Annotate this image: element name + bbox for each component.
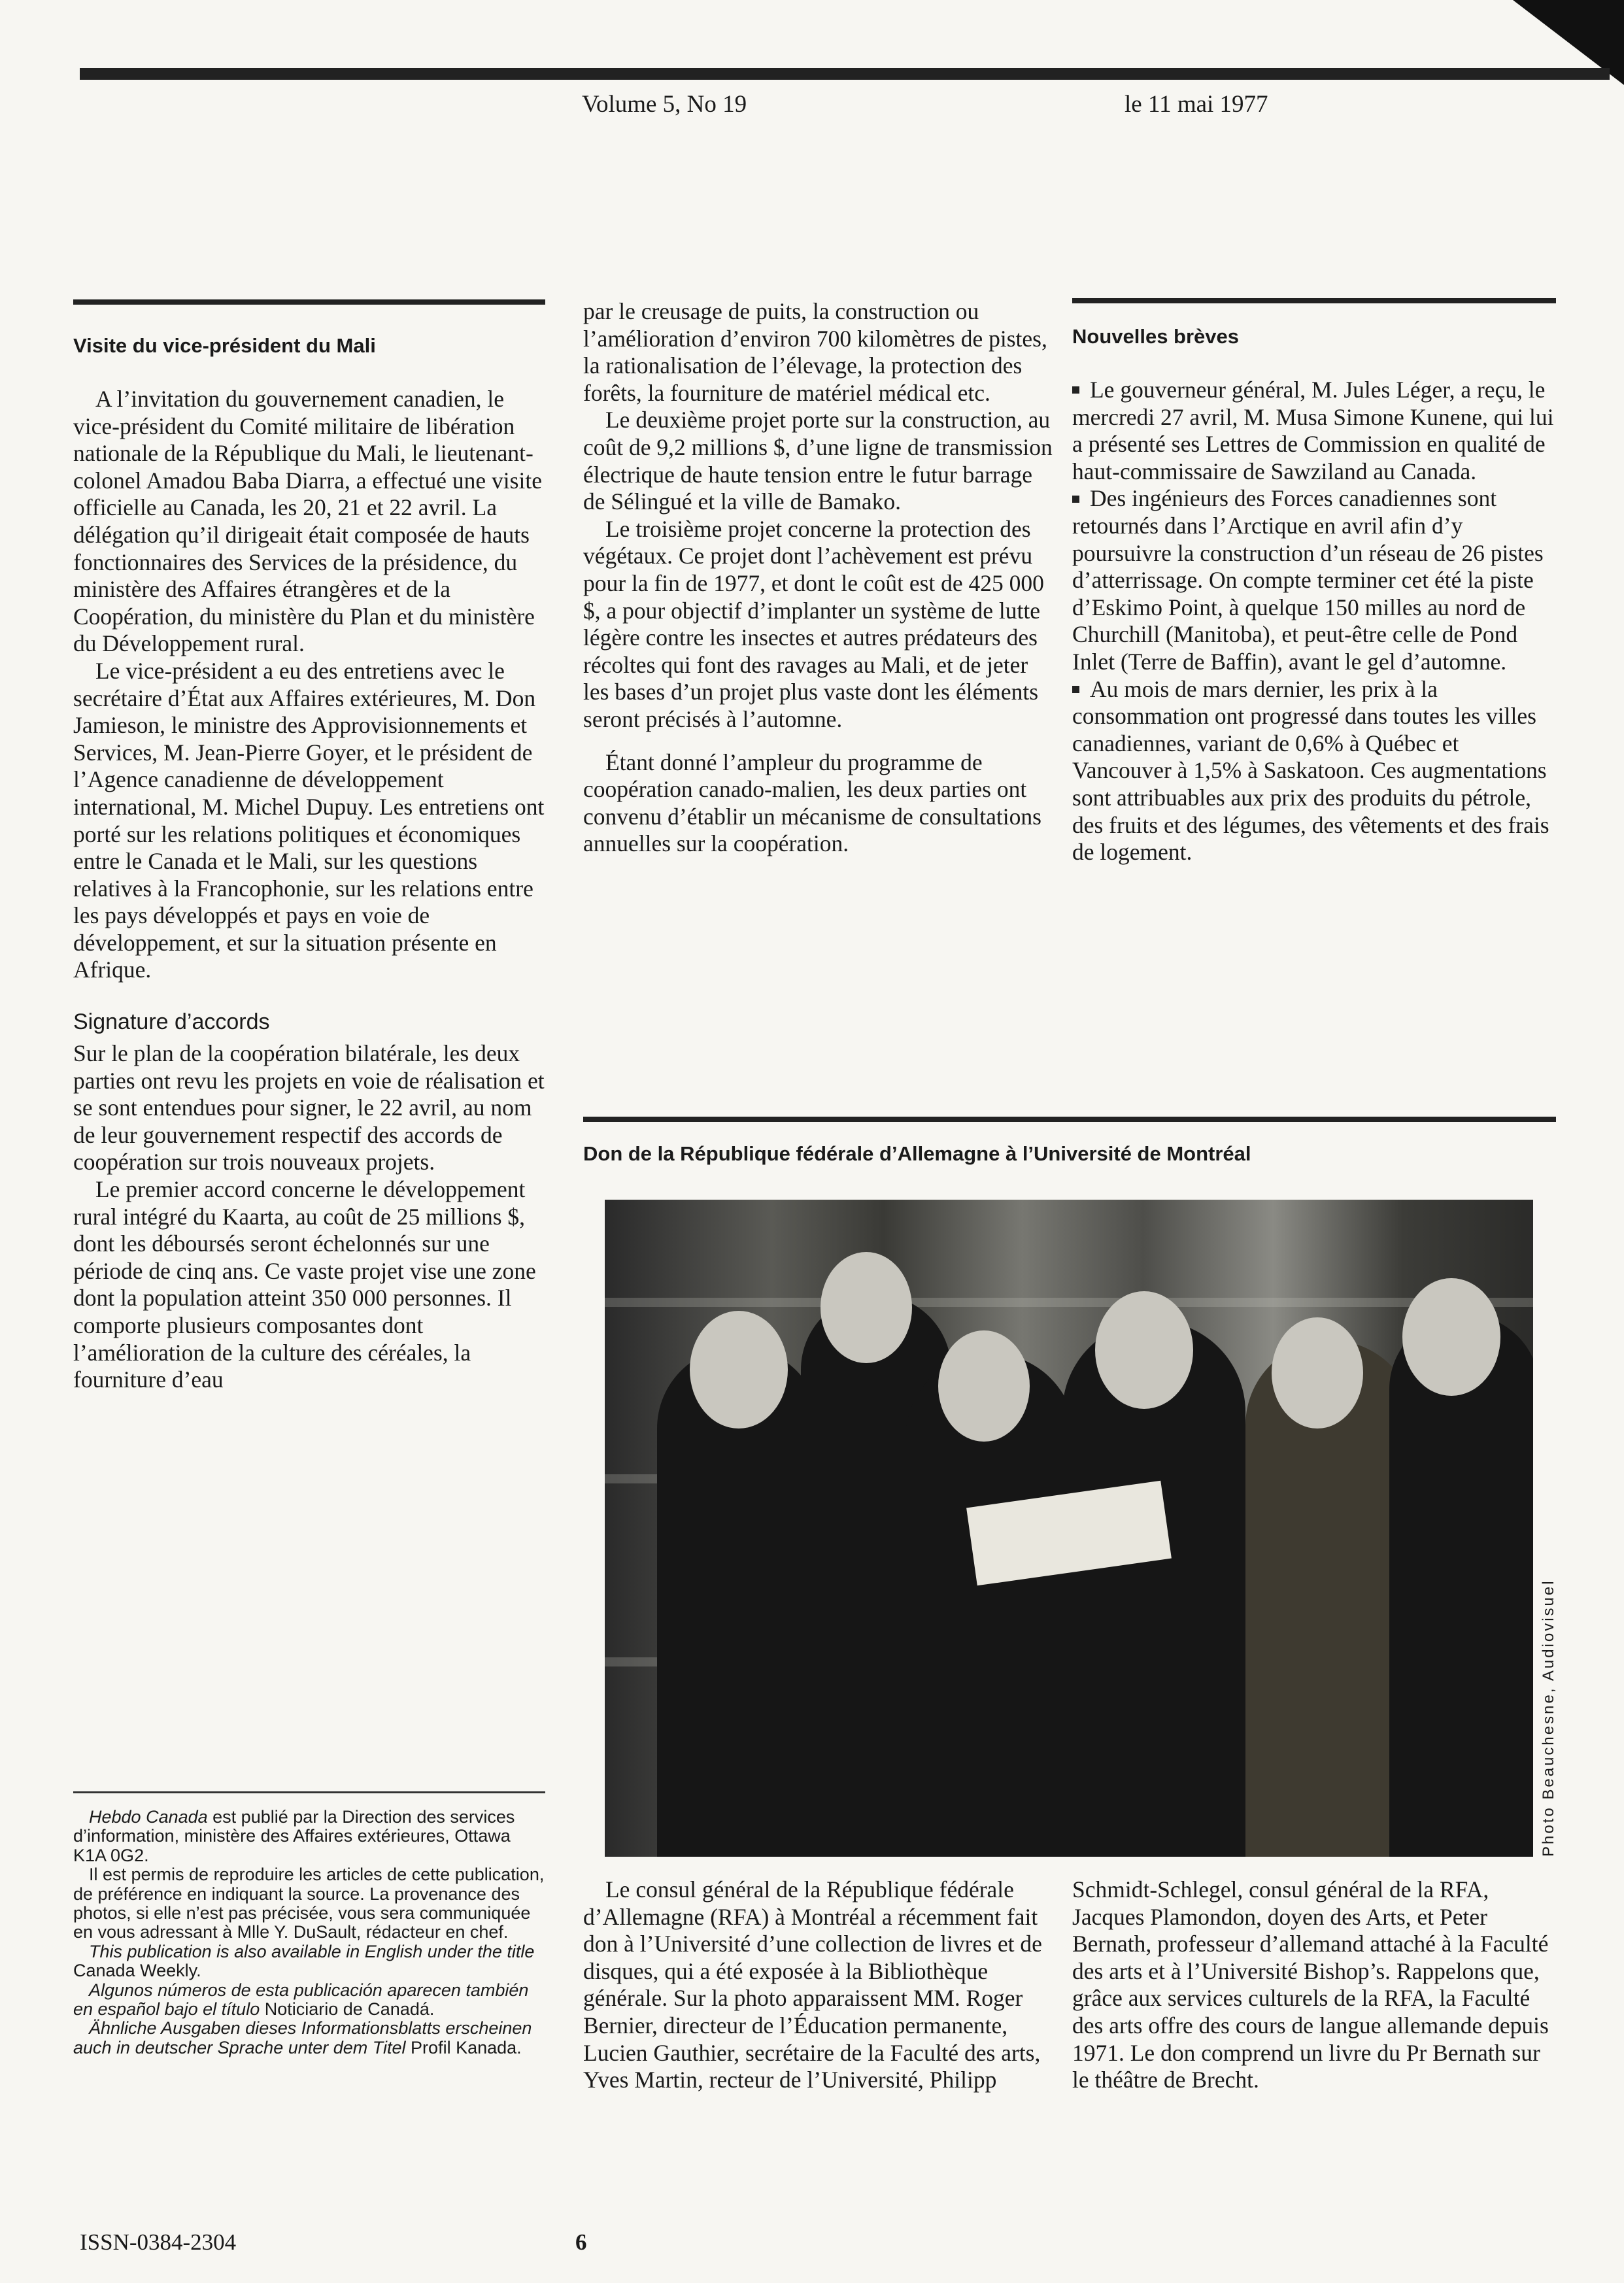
briefs-body [1072,377,1556,866]
brief-text: Le gouverneur général, M. Jules Léger, a reçu, le mercredi 27 avril, M. Musa Simone Kunene, qui lui a présenté ses Lettres de Commission en qualité de haut-commissaire de Sawziland au Canada. [1072,377,1554,484]
credits-body [73,1808,545,2057]
mali-article-body-continued [583,298,1053,858]
section-rule [1072,298,1556,303]
paragraph: Le vice-président a eu des entretiens avec le secrétaire d’État aux Affaires extérieures, M. Don Jamieson, le ministre des Approvisionnements et Services, M. Jean-Pierre Goyer, et le président de l’Agence canadienne de développement international, M. Michel Dupuy. Les entretiens ont porté sur les relations politiques et économiques entre le Canada et le Mali, sur les questions relatives à la Francophonie, sur les relations entre les pays développés et pays en voie de développement, et sur la situation présente en Afrique. [73,657,545,983]
credit-text: Canada Weekly. [73,1961,201,1981]
credit-italic: Hebdo Canada [89,1807,208,1827]
person-silhouette [1389,1314,1533,1857]
brief-item [1072,377,1556,485]
person-face [1402,1278,1500,1396]
don-article-column-2 [1072,1876,1556,2094]
publication-credits [73,1791,545,2057]
photo-shelf [605,1298,1533,1307]
credit-text: Noticiario de Canadá. [260,1999,435,2020]
credit-text: Profil Kanada. [405,2037,522,2057]
paragraph: Le consul général de la République fédérale d’Allemagne (RFA) à Montréal a récemment fait don à l’Université d’une collection de livres et de disques, qui a été exposée à la Bibliothèque générale. Sur la photo apparaissent MM. Roger Bernier, directeur de l’Éducation permanente, Lucien Gauthier, secrétaire de la Faculté des arts, Yves Martin, recteur de l’Université, Philipp [583,1876,1042,2093]
person-face [1095,1291,1193,1409]
don-article-title: Don de la République fédérale d’Allemagne à l’Université de Montréal [583,1142,1251,1165]
brief-item [1072,485,1556,675]
bullet-icon [1072,686,1079,693]
paragraph: Le premier accord concerne le développement rural intégré du Kaarta, au coût de 25 millions $, dont les déboursés seront échelonnés sur une période de cinq ans. Ce vaste projet vise une zone dont la population atteint 350 000 personnes. Il comporte plusieurs composantes dont l’amélioration de la culture des céréales, la fourniture d’eau [73,1176,536,1393]
paragraph: Le deuxième projet porte sur la construction, au coût de 9,2 millions $, d’une ligne de transmission électrique de haute tension entre le futur barrage de Sélingué et la ville de Bamako. [583,407,1053,515]
section-rule [583,1117,1556,1122]
credit-italic: This publication is also available in English under the title [89,1941,535,1961]
page-number: 6 [575,2229,587,2255]
group-photo [605,1200,1533,1857]
credit-text: Il est permis de reproduire les articles de cette publication, de préférence en indiquant la source. La provenance des photos, si elle n’est pas précisée, vous sera communiquée en vous adressant à Mlle Y. DuSault, rédacteur en chef. [73,1865,545,1942]
mali-article-title: Visite du vice-président du Mali [73,334,376,357]
paragraph: A l’invitation du gouvernement canadien, le vice-président du Comité militaire de libération nationale de la République du Mali, le lieutenant-colonel Amadou Baba Diarra, a effectué une visite officielle au Canada, les 20, 21 et 22 avril. La délégation qu’il dirigeait était composée de hauts fonctionnaires des Services de la présidence, du ministère des Affaires étrangères et de la Coopération, du ministère du Plan et du ministère du Développement rural. [73,386,542,657]
don-article-header [583,1117,1556,1168]
brief-text: Des ingénieurs des Forces canadiennes sont retournés dans l’Arctique en avril afin d’y poursuivre la construction d’un réseau de 26 pistes d’atterrissage. On compte terminer cet été la piste d’Eskimo Point, à quelque 150 milles au nord de Churchill (Manitoba), et peut-être celle de Pond Inlet (Terre de Baffin), avant le gel d’automne. [1072,485,1544,675]
person-face [820,1252,912,1363]
brief-text: Au mois de mars dernier, les prix à la consommation ont progressé dans toutes les villes canadiennes, variant de 0,6% à Québec et Vancouver à 1,5% à Saskatoon. Ces augmentations sont attribuables aux prix des produits du pétrole, des fruits et des légumes, des vêtements et des frais de logement. [1072,675,1549,866]
mali-article-body [73,386,545,1394]
don-article-column-1 [583,1876,1053,2094]
mali-article-column-2 [583,298,1053,858]
volume-number: Volume 5, No 19 [582,91,747,118]
photo-credit: Photo Beauchesne, Audiovisuel [1540,1579,1557,1857]
issue-date: le 11 mai 1977 [1125,91,1268,118]
credit-italic: Ähnliche Ausgaben dieses Informationsblatts erscheinen auch in deutscher Sprache unter dem Titel [73,2018,532,2057]
brief-item [1072,676,1556,866]
paragraph: Étant donné l’ampleur du programme de coopération canado-malien, les deux parties ont convenu d’établir un mécanisme de consultations annuelles sur la coopération. [583,749,1041,857]
briefs-column [1072,298,1556,866]
section-rule [73,299,545,305]
credits-rule [73,1791,545,1793]
paragraph: par le creusage de puits, la construction ou l’amélioration d’environ 700 kilomètres de pistes, la rationalisation de l’élevage, la protection des forêts, la fourniture de matériel médical etc. [583,298,1047,406]
mali-article-column-1 [73,299,545,1394]
credit-text: est publié par la Direction des services d’information, ministère des Affaires extérieures, Ottawa K1A 0G2. [73,1807,515,1865]
issn-number: ISSN-0384-2304 [80,2229,237,2255]
person-face [690,1311,788,1429]
paragraph: Schmidt-Schlegel, consul général de la RFA, Jacques Plamondon, doyen des Arts, et Peter Bernath, professeur d’allemand attaché à la Faculté des arts et à l’Université Bishop’s. Rappelons que, grâce aux services culturels de la RFA, la Faculté des arts offre des cours de langue allemande depuis 1971. Le don comprend un livre du Pr Bernath sur le théâtre de Brecht. [1072,1876,1549,2093]
credit-italic: Algunos números de esta publicación aparecen también en español bajo el título [73,1980,529,2020]
bullet-icon [1072,386,1079,394]
briefs-title: Nouvelles brèves [1072,325,1240,348]
bullet-icon [1072,496,1079,503]
paragraph: Le troisième projet concerne la protection des végétaux. Ce projet dont l’achèvement est prévu pour la fin de 1977, et dont le coût est de 425 000 $, a pour objectif d’implanter un système de lutte légère contre les insectes et autres prédateurs des récoltes qui font des ravages au Mali, et de jeter les bases d’un projet plus vaste dont les éléments seront précisés à l’automne. [583,515,1044,732]
paragraph: Sur le plan de la coopération bilatérale, les deux parties ont revu les projets en voie de réalisation et se sont entendues pour signer, le 22 avril, au nom de leur gouvernement respectif des accords de coopération sur trois nouveaux projets. [73,1040,545,1175]
person-face [938,1330,1030,1442]
person-face [1272,1317,1363,1429]
mali-subhead: Signature d’accords [73,1009,270,1035]
header-rule [80,68,1610,80]
